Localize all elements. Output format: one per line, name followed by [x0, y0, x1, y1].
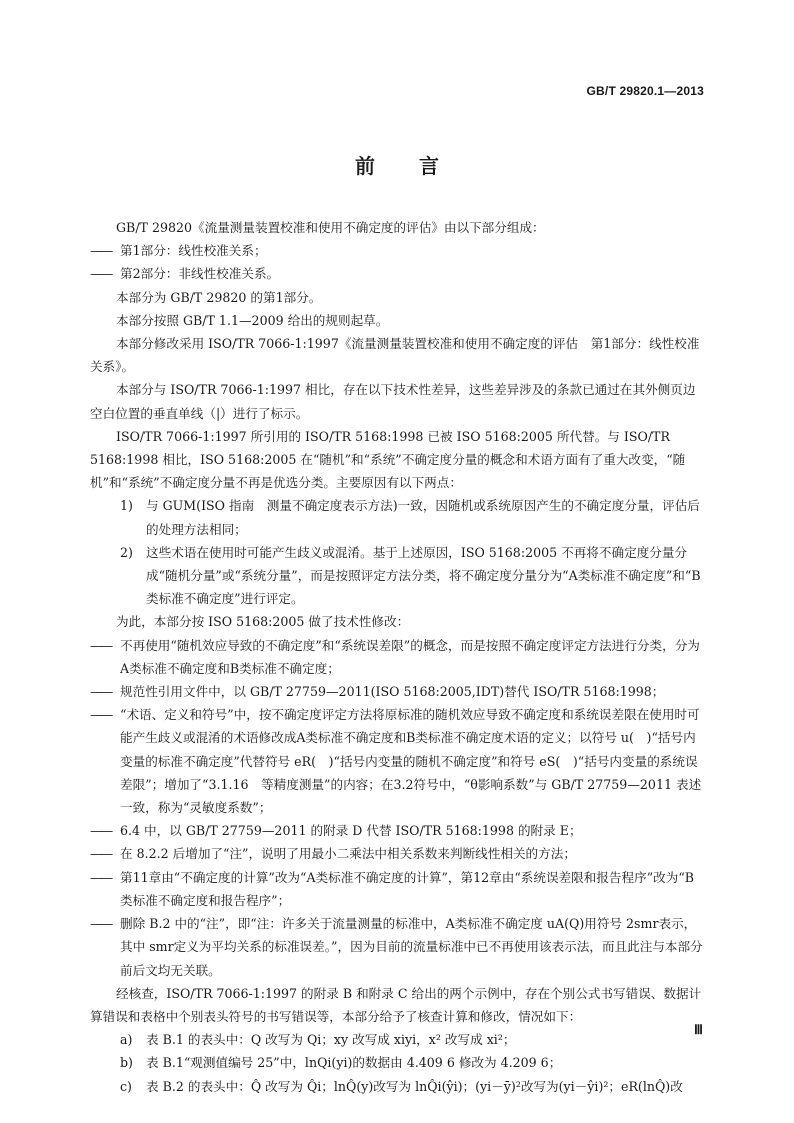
list-item — [90, 1051, 704, 1074]
dash-item — [90, 842, 704, 865]
list-label: a) — [120, 1032, 133, 1048]
list-item — [90, 1028, 704, 1051]
paragraph: 经核查，ISO/TR 7066-1:1997 的附录 B 和附录 C 给出的两个示例中，存在个别公式书写错误、数据计算错误和表格中个别表头符号的书写错误等，本部分给予了核查计算和修改，情况如下： — [90, 985, 702, 1024]
paragraph: GB/T 29820《流量测量装置校准和使用不确定度的评估》由以下部分组成： — [116, 220, 545, 235]
title-char-1: 前 — [355, 154, 375, 178]
list-text: 表 B.1“观测值编号 25”中，lnQi(yi)的数据由 4.409 6 修改为 4.209 6； — [146, 1055, 562, 1071]
list-label: 1) — [120, 498, 133, 514]
dash-marker: —— — [90, 684, 112, 700]
dash-item — [90, 634, 704, 680]
page-title — [0, 150, 794, 179]
list-label: c) — [120, 1078, 132, 1094]
dash-text: 第1部分：线性校准关系； — [120, 243, 267, 259]
standard-code: GB/T 29820.1—2013 — [586, 84, 704, 98]
paragraph: 本部分修改采用 ISO/TR 7066-1:1997《流量测量装置校准和使用不确定度的评估 第1部分：线性校准关系》。 — [90, 336, 700, 375]
dash-text: 第2部分：非线性校准关系。 — [120, 266, 280, 282]
list-item — [90, 541, 704, 611]
list-label: b) — [120, 1055, 133, 1071]
list-label: 2) — [120, 544, 133, 560]
dash-item — [90, 866, 704, 912]
dash-item — [90, 703, 704, 819]
dash-marker: —— — [90, 243, 112, 259]
dash-marker: —— — [90, 869, 112, 885]
dash-marker: —— — [90, 637, 112, 653]
list-text: 与 GUM(ISO 指南 测量不确定度表示方法)一致，因随机或系统原因产生的不确定度分量，评估后的处理方法相同； — [146, 498, 700, 537]
dash-item — [90, 239, 704, 262]
dash-item — [90, 912, 704, 982]
dash-text: 在 8.2.2 后增加了“注”，说明了用最小二乘法中相关系数来判断线性相关的方法； — [120, 846, 576, 862]
list-item — [90, 494, 704, 540]
paragraph: 本部分与 ISO/TR 7066-1:1997 相比，存在以下技术性差异，这些差异涉及的条款已通过在其外侧页边空白位置的垂直单线（|）进行了标示。 — [90, 382, 696, 421]
paragraph: 为此，本部分按 ISO 5168:2005 做了技术性修改： — [116, 614, 410, 630]
paragraph: ISO/TR 7066-1:1997 所引用的 ISO/TR 5168:1998 已被 ISO 5168:2005 所代替。与 ISO/TR 5168:1998 相比，ISO 5168:2005 在“随机”和“系统”不确定度分量的概念和术语方面有了重大改变，“随机”和“系统”不确定度分量不再是优选分类。主要原因有以下两点： — [90, 428, 686, 491]
foreword-body — [90, 216, 704, 1098]
dash-marker: —— — [90, 823, 112, 839]
paragraph: 本部分按照 GB/T 1.1—2009 给出的规则起草。 — [116, 312, 389, 328]
dash-item — [90, 819, 704, 842]
dash-text: 6.4 中，以 GB/T 27759—2011 的附录 D 代替 ISO/TR 5168:1998 的附录 E； — [120, 823, 582, 839]
dash-item — [90, 680, 704, 703]
dash-text: “术语、定义和符号”中，按不确定度评定方法将原标准的随机效应导致不确定度和系统误差限在使用时可能产生歧义或混淆的术语修改成A类标准不确定度和B类标准不确定度术语的定义；以符号 u( )“括号内变量的标准不确定度”代替符号 eR( )“括号内变量的随机不确定度”和符号 eS( )“括号内变量的系统误差限”；增加了“3.1.16 等精度测量”的内容；在3.2符号中，“θ影响系数”与 GB/T 27759—2011 表述一致，称为“灵敏度系数”； — [120, 707, 702, 816]
list-item — [90, 1075, 704, 1098]
list-text: 表 B.2 的表头中：Q̂ 改写为 Q̂i；lnQ̂(y)改写为 lnQ̂i(ŷi)；(yi－ȳ)²改写为(yi－ŷi)²；eR(lnQ̂)改 — [146, 1078, 683, 1094]
title-char-2: 言 — [419, 154, 439, 178]
dash-item — [90, 262, 704, 285]
list-text: 这些术语在使用时可能产生歧义或混淆。基于上述原因，ISO 5168:2005 不再将不确定度分量分成“随机分量”或“系统分量”，而是按照评定方法分类，将不确定度分量分为“A类标准不确定度”和“B类标准不确定度”进行评定。 — [146, 544, 701, 607]
dash-marker: —— — [90, 846, 112, 862]
dash-text: 删除 B.2 中的“注”，即“注：许多关于流量测量的标准中，A类标准不确定度 uA(Q)用符号 2smr表示，其中 smr定义为平均关系的标准误差。”，因为目前的流量标准中已不再使用该表示法，而且此注与本部分前后文均无关联。 — [120, 916, 703, 978]
dash-marker: —— — [90, 916, 112, 932]
dash-text: 不再使用“随机效应导致的不确定度”和“系统误差限”的概念，而是按照不确定度评定方法进行分类，分为A类标准不确定度和B类标准不确定度； — [120, 637, 700, 676]
dash-marker: —— — [90, 707, 112, 723]
page-number: Ⅲ — [694, 1022, 703, 1037]
dash-text: 第11章由“不确定度的计算”改为“A类标准不确定度的计算”，第12章由“系统误差限和报告程序”改为“B类标准不确定度和报告程序”； — [120, 869, 695, 908]
dash-marker: —— — [90, 266, 112, 282]
dash-text: 规范性引用文件中，以 GB/T 27759—2011(ISO 5168:2005,IDT)替代 ISO/TR 5168:1998； — [120, 684, 665, 700]
list-text: 表 B.1 的表头中：Q 改写为 Qi；xy 改写成 xiyi，x² 改写成 xi²； — [146, 1032, 516, 1048]
paragraph: 本部分为 GB/T 29820 的第1部分。 — [116, 289, 322, 305]
